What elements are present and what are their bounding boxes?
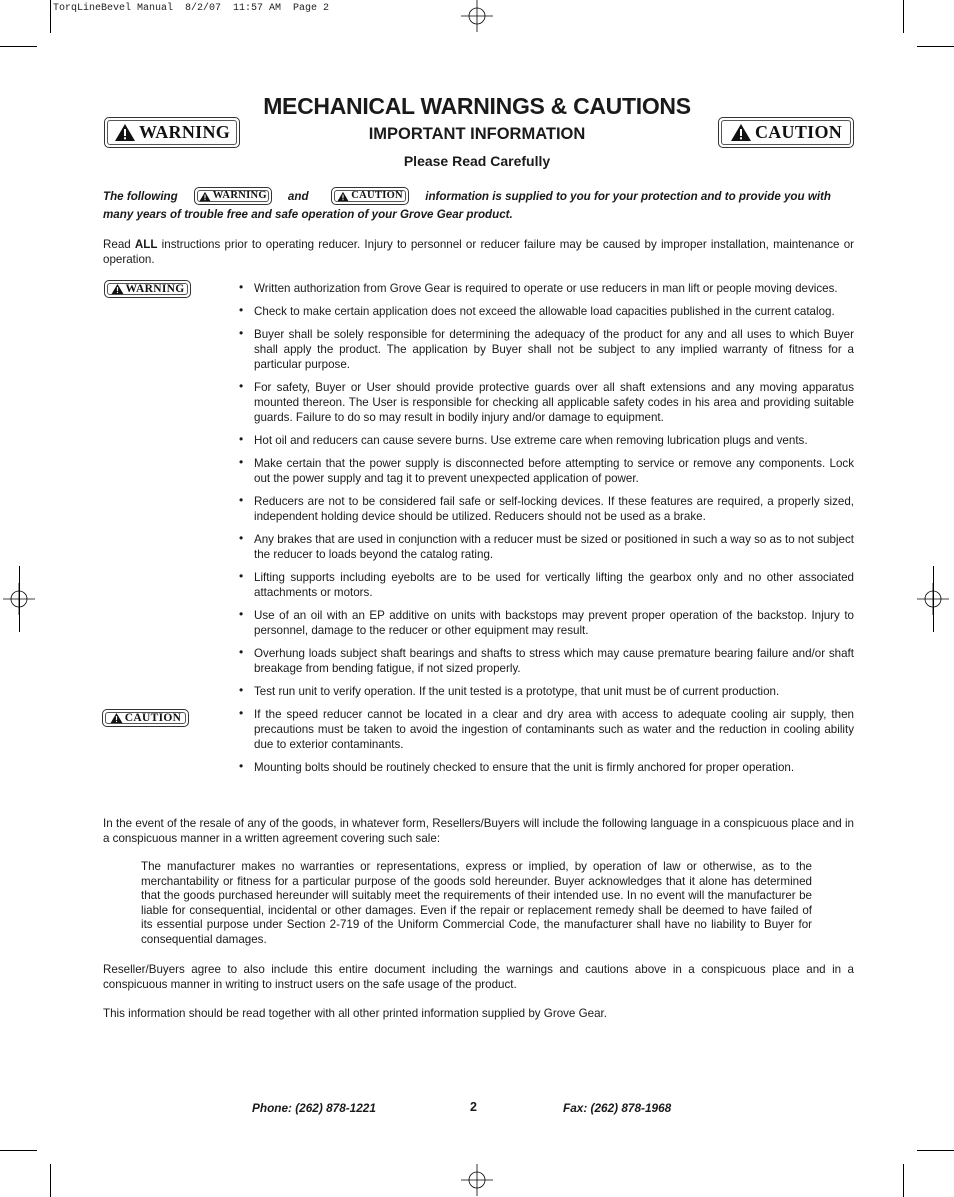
warning-item: • Buyer shall be solely responsible for determining the adequacy of the product for any and all uses to which Buyer shall apply the product. The application by Buyer shall not be subject to any implied warranty of fitness for a particular purpose. bbox=[238, 327, 854, 372]
crop-mark bbox=[50, 1164, 51, 1197]
warning-item: • Use of an oil with an EP additive on units with backstops may prevent proper operation of the backstop. Injury to personnel, damage to the reducer or other equipment may result. bbox=[238, 608, 854, 638]
caution-side-badge bbox=[102, 709, 189, 727]
registration-mark-icon bbox=[461, 0, 493, 32]
warning-label: WARNING bbox=[138, 122, 231, 142]
caution-item: • Mounting bolts should be routinely checked to ensure that the unit is firmly anchored for proper operation. bbox=[238, 760, 854, 775]
warning-triangle-icon bbox=[199, 191, 211, 202]
registration-mark-icon bbox=[461, 1164, 493, 1196]
footer-fax: Fax: (262) 878-1968 bbox=[563, 1101, 672, 1115]
warning-item: • Hot oil and reducers can cause severe burns. Use extreme care when removing lubrication plugs and vents. bbox=[238, 433, 854, 448]
printer-slug: TorqLineBevel Manual 8/2/07 11:57 AM Page 2 bbox=[53, 3, 330, 14]
crop-mark bbox=[917, 46, 954, 47]
warning-item: • Check to make certain application does not exceed the allowable load capacities published in the current catalog. bbox=[238, 304, 854, 319]
warnings-cautions-list bbox=[238, 281, 854, 775]
warning-item: • Reducers are not to be considered fail safe or self-locking devices. If these features are required, a properly sized, independent holding device should be utilized. Reducers should not be used as a brake. bbox=[238, 494, 854, 524]
warning-side-label: WARNING bbox=[125, 283, 185, 295]
warning-item: • Make certain that the power supply is disconnected before attempting to service or remove any components. Lock out the power supply and tag it to prevent unexpected application of power. bbox=[238, 456, 854, 486]
page-subtitle: IMPORTANT INFORMATION bbox=[368, 125, 586, 143]
warning-triangle-icon bbox=[111, 283, 124, 295]
page-tagline: Please Read Carefully bbox=[403, 153, 551, 169]
inline-caution-label: CAUTION bbox=[351, 190, 403, 201]
caution-item: • If the speed reducer cannot be located in a clear and dry area with access to adequate cooling air supply, then precautions must be taken to avoid the ingestion of contaminants such as water and the reduction in cooling ability due to exterior contaminants. bbox=[238, 707, 854, 752]
crop-mark bbox=[19, 566, 20, 632]
info-note-paragraph: This information should be read together with all other printed information supplied by Grove Gear. bbox=[103, 1007, 607, 1020]
resale-paragraph: In the event of the resale of any of the goods, in whatever form, Resellers/Buyers will include the following language in a conspicuous place and in a conspicuous manner in a written agreement covering such sale: bbox=[103, 817, 854, 845]
warning-item: • Overhung loads subject shaft bearings and shafts to stress which may cause premature bearing failure and/or shaft breakage from bending fatigue, if not sized properly. bbox=[238, 646, 854, 676]
intro-text-before: The following bbox=[103, 190, 178, 204]
warning-item: • Any brakes that are used in conjunction with a reducer must be sized or positioned in such a way so as to not subject the reducer to loads beyond the catalog rating. bbox=[238, 532, 854, 562]
intro-text-middle: and bbox=[287, 190, 309, 204]
crop-mark bbox=[903, 1164, 904, 1197]
intro-text-after: information is supplied to you for your protection and to provide you with many years of trouble free and safe operation of your Grove Gear product. bbox=[103, 190, 831, 222]
crop-mark bbox=[0, 1150, 37, 1151]
intro-paragraph bbox=[103, 188, 854, 224]
crop-mark bbox=[0, 46, 37, 47]
crop-mark bbox=[50, 0, 51, 33]
warning-item: • Lifting supports including eyebolts are to be used for vertically lifting the gearbox only and no other associated attachments or motors. bbox=[238, 570, 854, 600]
read-all-emphasis: ALL bbox=[134, 238, 158, 251]
inline-caution-badge bbox=[331, 187, 409, 205]
warning-triangle-icon bbox=[337, 191, 349, 202]
warning-item: • Written authorization from Grove Gear is required to operate or use reducers in man lift or people moving devices. bbox=[238, 281, 854, 296]
page-number: 2 bbox=[470, 1100, 477, 1114]
read-all-rest: instructions prior to operating reducer. Injury to personnel or reducer failure may be caused by improper installation, maintenance or operation. bbox=[103, 238, 854, 266]
inline-warning-label: WARNING bbox=[212, 190, 267, 201]
caution-side-label: CAUTION bbox=[124, 712, 182, 724]
crop-mark bbox=[917, 1150, 954, 1151]
warning-triangle-icon bbox=[110, 712, 123, 724]
read-all-prefix: Read bbox=[103, 238, 135, 251]
crop-mark bbox=[933, 566, 934, 632]
read-all-paragraph bbox=[103, 237, 854, 267]
inline-warning-badge bbox=[194, 187, 272, 205]
crop-mark bbox=[903, 0, 904, 33]
reseller-agree-paragraph: Reseller/Buyers agree to also include this entire document including the warnings and cautions above in a conspicuous place and in a conspicuous manner in writing to instruct users on the safe usage of the product. bbox=[103, 963, 854, 991]
footer-phone: Phone: (262) 878-1221 bbox=[252, 1101, 376, 1115]
disclaimer-quote: The manufacturer makes no warranties or representations, express or implied, by operation of law or otherwise, as to the merchantability or fitness for a particular purpose of the goods sold hereunder. Buyer acknowledges that it alone has determined that the goods purchased hereunder will suitably meet the requirements of their intended use. In no event will the manufacturer be liable for consequential, incidental or other damages. Even if the repair or replacement remedy shall be deemed to have failed of its essential purpose under Section 2-719 of the Uniform Commercial Code, the manufacturer shall have no liability to Buyer for consequential damages. bbox=[141, 860, 812, 946]
page-title: MECHANICAL WARNINGS & CAUTIONS bbox=[263, 93, 691, 119]
warning-item: • For safety, Buyer or User should provide protective guards over all shaft extensions and any moving apparatus mounted thereon. The User is responsible for checking all applicable safety codes in his area and providing suitable guards. Failure to do so may result in bodily injury and/or damage to equipment. bbox=[238, 380, 854, 425]
caution-item: • Test run unit to verify operation. If the unit tested is a prototype, that unit must be of current production. bbox=[238, 684, 854, 699]
caution-label: CAUTION bbox=[754, 122, 843, 142]
warning-side-badge bbox=[104, 280, 191, 298]
